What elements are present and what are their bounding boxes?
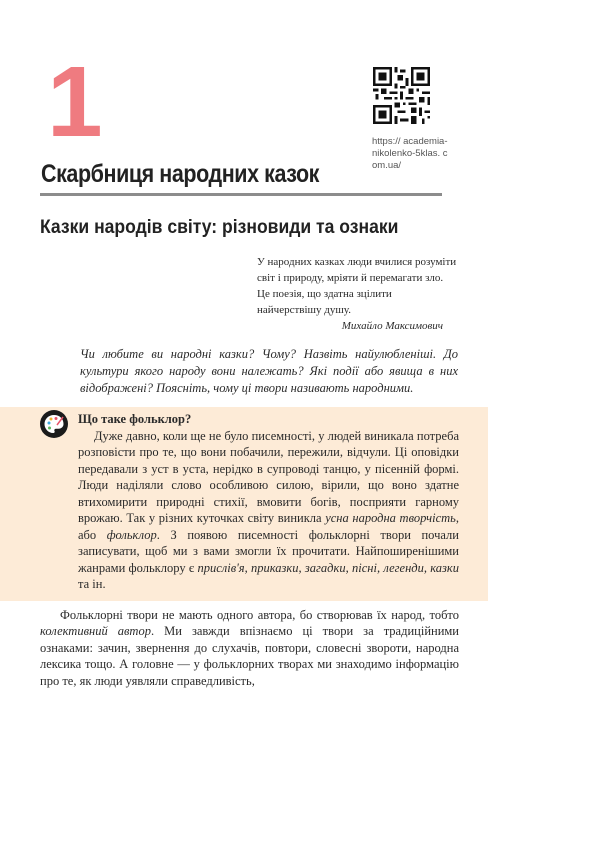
chapter-title: Скарбниця народних казок [41,160,320,188]
content-column [40,214,460,689]
epigraph-text: У народних казках люди вчилися розуміти світ і природу, мріяти й перемагати зло. Це поезія, що здатна зцілити найчерствішу душу. [257,256,457,316]
text: . З появою писемності фольклорні твори почали записувати, щоб ми з вами змогли їх прочитати. Найпоширенішими жанрами фольклору є [78,527,459,575]
url-text[interactable]: https:// academia-nikolenko-5klas. com.ua/ [372,136,448,171]
genres: прислів'я, приказки, загадки, пісні, легенди, казки [197,560,460,575]
infobox-heading: Що таке фольклор? [78,412,192,426]
text: . Ми завжди впізнаємо ці твори за традиційними ознаками: зачин, звернення до слухачів, повтори, словесні звороти, народна лексика тощо. А головне — у фольклорних творах ми знаходимо інформацію про те, як люди уявляли справедливість, [40,624,459,688]
term: колективний автор [40,624,151,638]
epigraph-author: Михайло Максимович [341,320,443,332]
infobox-paragraph [78,428,459,593]
text: Фольклорні твори не мають одного автора, бо створював їх народ, тобто [60,607,459,622]
epigraph [257,254,457,334]
divider [40,193,442,196]
text: , або [78,511,459,542]
term: усна народна творчість [325,511,456,525]
palette-icon [40,410,68,438]
chapter-url-link[interactable] [372,136,452,172]
infobox-text [78,411,459,593]
infobox [0,407,488,601]
term: фольклор [106,527,157,542]
section-title: Казки народів світу: різновиди та ознаки [40,216,399,238]
body-paragraph [40,607,459,690]
discussion-question: Чи любите ви народні казки? Чому? Назвіть найулюбленіші. До культури якого народу вони належать? Які події або явища в них відображені? Поясніть, чому ці твори називають народними. [80,347,458,395]
chapter-number: 1 [47,46,103,158]
text: Дуже давно, коли ще не було писемності, у людей виникала потреба розповісти про те, що вони побачили, пережили, відчули. Ці оповідки передавали з уст в уста, нерідко в супроводі танцю, у пісенній формі. Люди наділяли слово особливою силою, вірили, що воно здатне втихомирити природні стихії, вмовити богів, посприяти гарному врожаю. Так у різних куточках світу виникла [78,428,459,525]
text: та ін. [78,577,106,591]
qr-code-icon[interactable] [373,67,430,124]
